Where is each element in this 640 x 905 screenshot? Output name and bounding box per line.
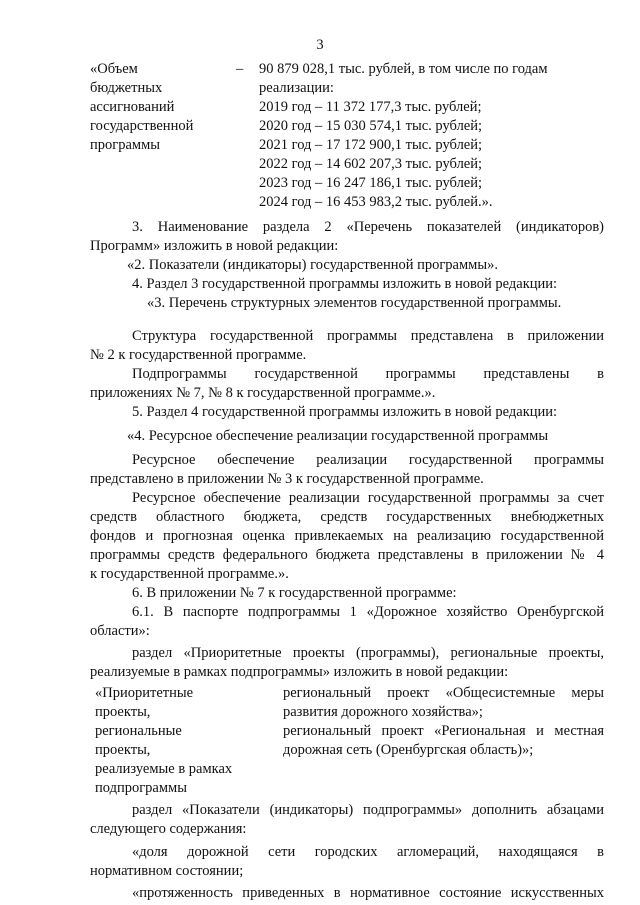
funding-value-line: 2024 год – 16 453 983,2 тыс. рублей.». bbox=[259, 194, 493, 210]
body-line: 6. В приложении № 7 к государственной программе: bbox=[132, 585, 457, 601]
projects-label-line: региональные bbox=[95, 723, 182, 739]
projects-label-line: подпрограммы bbox=[95, 780, 187, 796]
body-line: к государственной программе.». bbox=[90, 566, 289, 582]
body-line: 5. Раздел 4 государственной программы изложить в новой редакции: bbox=[132, 404, 558, 420]
body-line: 3. Наименование раздела 2 «Перечень показателей (индикаторов) bbox=[132, 219, 604, 235]
body-line: Программ» изложить в новой редакции: bbox=[90, 238, 339, 254]
tail-line: следующего содержания: bbox=[90, 821, 247, 837]
funding-label-line: «Объем bbox=[90, 61, 138, 77]
projects-label-line: реализуемые в рамках bbox=[95, 761, 233, 777]
body-line: Ресурсное обеспечение реализации государственной программы bbox=[132, 452, 604, 468]
funding-dash: – bbox=[236, 61, 244, 77]
projects-label-line: проекты, bbox=[95, 704, 151, 720]
projects-value-line: региональный проект «Общесистемные меры bbox=[283, 685, 604, 701]
tail-line: «протяженность приведенных в нормативное состояние искусственных bbox=[132, 885, 604, 901]
projects-label-line: «Приоритетные bbox=[95, 685, 194, 701]
funding-value-line: 2023 год – 16 247 186,1 тыс. рублей; bbox=[259, 175, 483, 191]
funding-value-line: 2020 год – 15 030 574,1 тыс. рублей; bbox=[259, 118, 483, 134]
body-line: области»: bbox=[90, 623, 150, 639]
projects-value-line: развития дорожного хозяйства»; bbox=[283, 704, 483, 720]
body-line: раздел «Приоритетные проекты (программы), региональные проекты, bbox=[132, 645, 604, 661]
body-line: реализуемые в рамках подпрограммы» изложить в новой редакции: bbox=[90, 664, 509, 680]
body-line: программы средств федерального бюджета представлены в приложении № 4 bbox=[90, 547, 604, 563]
body-line: Ресурсное обеспечение реализации государственной программы за счет bbox=[132, 490, 604, 506]
body-line: 6.1. В паспорте подпрограммы 1 «Дорожное хозяйство Оренбургской bbox=[132, 604, 604, 620]
funding-label-line: бюджетных bbox=[90, 80, 163, 96]
funding-label-line: государственной bbox=[90, 118, 194, 134]
tail-line: раздел «Показатели (индикаторы) подпрограммы» дополнить абзацами bbox=[132, 802, 604, 818]
body-line: «4. Ресурсное обеспечение реализации государственной программы bbox=[127, 428, 549, 444]
funding-label-line: программы bbox=[90, 137, 160, 153]
body-line: «2. Показатели (индикаторы) государственной программы». bbox=[127, 257, 498, 273]
page-number: 3 bbox=[316, 37, 324, 53]
body-line: средств областного бюджета, средств государственных внебюджетных bbox=[90, 509, 604, 525]
tail-line: «доля дорожной сети городских агломераций, находящаяся в bbox=[132, 844, 604, 860]
body-line: представлено в приложении № 3 к государственной программе. bbox=[90, 471, 484, 487]
body-line: фондов и прогнозная оценка привлекаемых на реализацию государственной bbox=[90, 528, 604, 544]
tail-line: нормативном состоянии; bbox=[90, 863, 244, 879]
funding-value-line: 2019 год – 11 372 177,3 тыс. рублей; bbox=[259, 99, 482, 115]
projects-value-line: региональный проект «Региональная и местная bbox=[283, 723, 604, 739]
body-line: приложениях № 7, № 8 к государственной программе.». bbox=[90, 385, 436, 401]
projects-value-line: дорожная сеть (Оренбургская область)»; bbox=[283, 742, 534, 758]
body-line: «3. Перечень структурных элементов государственной программы. bbox=[147, 295, 562, 311]
funding-label-line: ассигнований bbox=[90, 99, 175, 115]
body-line: Подпрограммы государственной программы представлены в bbox=[132, 366, 604, 382]
body-line: Структура государственной программы представлена в приложении bbox=[132, 328, 604, 344]
funding-value-line: 2022 год – 14 602 207,3 тыс. рублей; bbox=[259, 156, 483, 172]
body-line: № 2 к государственной программе. bbox=[90, 347, 307, 363]
funding-value-line: 90 879 028,1 тыс. рублей, в том числе по годам bbox=[259, 61, 548, 77]
funding-value-line: реализации: bbox=[259, 80, 334, 96]
body-line: 4. Раздел 3 государственной программы изложить в новой редакции: bbox=[132, 276, 558, 292]
projects-label-line: проекты, bbox=[95, 742, 151, 758]
funding-value-line: 2021 год – 17 172 900,1 тыс. рублей; bbox=[259, 137, 483, 153]
